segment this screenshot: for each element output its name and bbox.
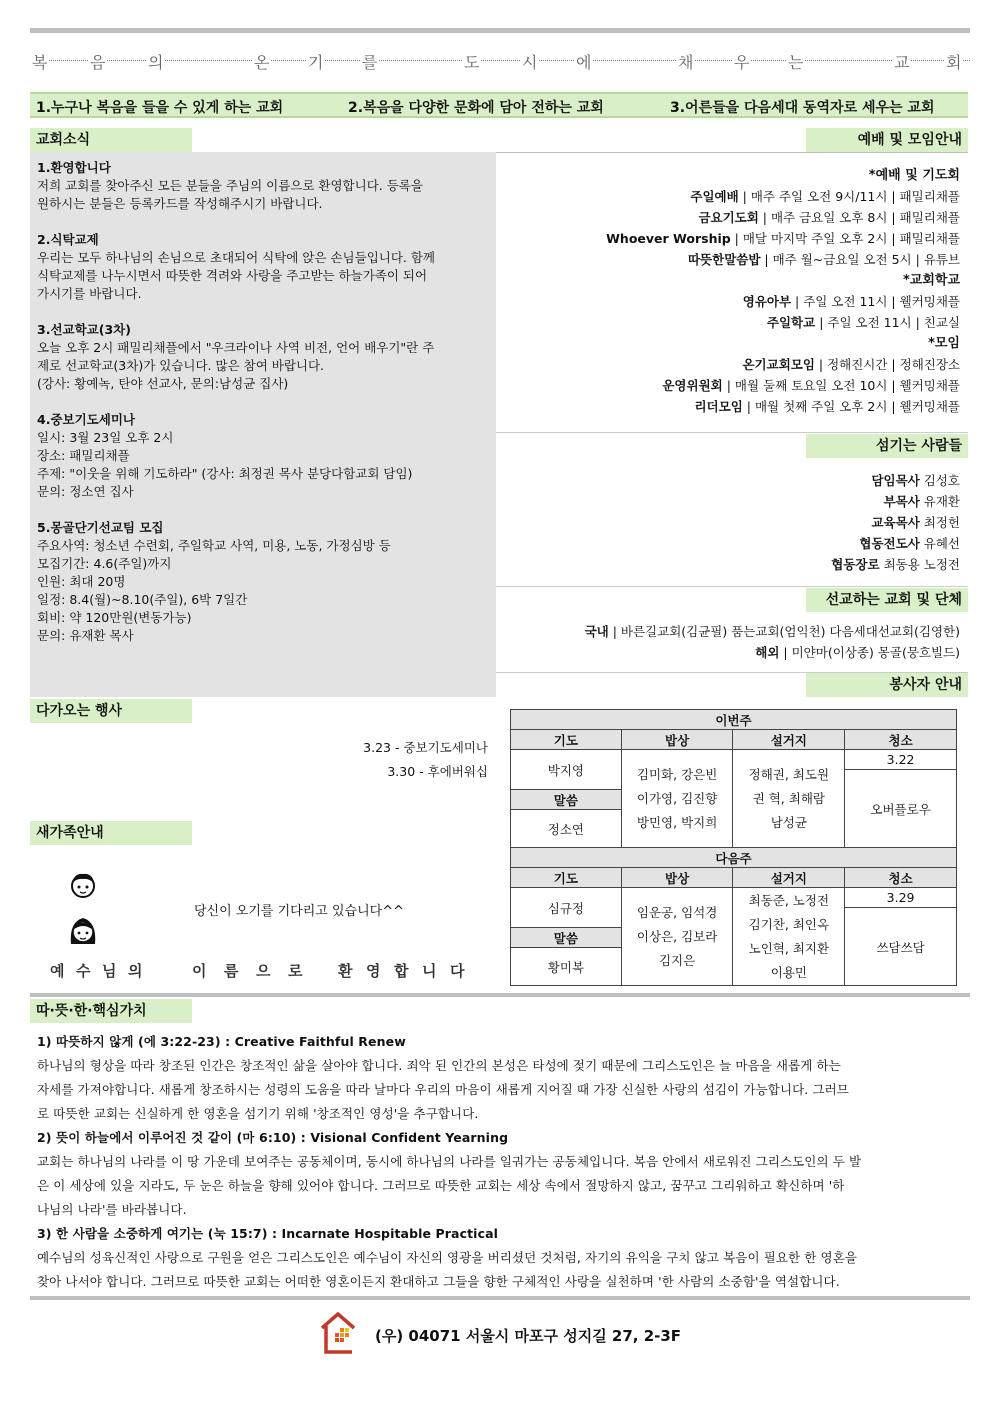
news-line: 주요사역: 청소년 수련회, 주일학교 사역, 미용, 노동, 가정심방 등	[37, 538, 391, 553]
prayer-cell: 심규정	[511, 888, 622, 928]
worship-row: Whoever Worship | 매달 마지막 주일 오후 2시 | 패밀리채플	[606, 231, 960, 246]
news-title: 5.몽골단기선교팀 모집	[37, 520, 164, 535]
news-line: 주제: "이웃을 위해 기도하라" (강사: 최정권 목사 분당다함교회 담임)	[37, 466, 413, 481]
core-title: 1) 따뜻하지 않게 (에 3:22-23) : Creative Faithful Renew	[37, 1034, 406, 1049]
bottom-rule	[30, 1296, 970, 1300]
meal-cell: 임운공, 임석경 이상은, 김보라 김지은	[621, 888, 733, 986]
top-rule	[30, 28, 970, 33]
staff-list	[831, 470, 960, 575]
news-line: 일시: 3월 23일 오후 2시	[37, 430, 174, 445]
girl-icon	[66, 914, 100, 950]
worship-row: 온기교회모임 | 정해진시간 | 정해진장소	[742, 357, 960, 372]
col-prayer: 기도	[511, 868, 622, 888]
vision-bar	[30, 92, 968, 118]
worship-section-head: *모임	[928, 336, 960, 351]
col-dishes: 설거지	[733, 868, 845, 888]
motto-char: 시	[520, 50, 539, 73]
motto-char: 복	[30, 50, 49, 73]
church-motto	[30, 46, 970, 76]
vision-item: 1.누구나 복음을 들을 수 있게 하는 교회	[36, 100, 284, 116]
cleaning-cell: 오버플로우	[845, 770, 957, 848]
motto-char: 우	[732, 50, 751, 73]
cleaning-cell: 쓰담쓰담	[845, 908, 957, 986]
worship-row: 운영위원회 | 매월 둘째 토요일 오전 10시 | 웰커밍채플	[662, 378, 960, 393]
col-meal: 밥상	[621, 868, 733, 888]
news-tag: 교회소식	[30, 128, 192, 152]
news-item	[37, 231, 489, 303]
event-item: 3.23 - 중보기도세미나	[363, 740, 488, 755]
worship-row: 리더모임 | 매월 첫째 주일 오후 2시 | 웰커밍채플	[694, 399, 960, 414]
events-tag: 다가오는 행사	[30, 699, 192, 723]
newcomer-message: 당신이 오기를 기다리고 있습니다^^	[194, 904, 404, 919]
worship-row: 영유아부 | 주일 오전 11시 | 웰커밍채플	[742, 294, 960, 309]
motto-char: 도	[462, 50, 481, 73]
core-line: 찾아 나서야 합니다. 그러므로 따뜻한 교회는 어떠한 영혼이든지 환대하고 그들을 향한 구체적인 사랑을 실천하며 '한 사람의 소중함'을 역설합니다.	[37, 1274, 840, 1289]
church-logo-icon	[318, 1310, 358, 1356]
col-word: 말씀	[511, 790, 622, 810]
motto-char: 회	[944, 50, 963, 73]
motto-char: 의	[146, 50, 165, 73]
motto-char: 음	[88, 50, 107, 73]
staff-row: 교육목사 최정헌	[871, 515, 960, 530]
col-prayer: 기도	[511, 730, 622, 750]
divider	[30, 993, 970, 997]
news-line: 제로 선교학교(3차)가 있습니다. 많은 참여 바랍니다.	[37, 358, 325, 373]
news-line: 가시기를 바랍니다.	[37, 286, 142, 301]
news-line: 문의: 정소연 집사	[37, 484, 134, 499]
core-line: 예수님의 성육신적인 사랑으로 구원을 얻은 그리스도인은 예수님이 자신의 영광을 버리셨던 것처럼, 자기의 유익을 구치 않고 복음이 필요한 한 영혼을	[37, 1250, 858, 1265]
event-item: 3.30 - 후에버워십	[387, 764, 488, 779]
news-line: 장소: 패밀리채플	[37, 448, 130, 463]
vision-item: 3.어른들을 다음세대 동역자로 세우는 교회	[670, 100, 935, 116]
motto-char: 를	[360, 50, 379, 73]
motto-char: 기	[306, 50, 325, 73]
newcomers-tag: 새가족안내	[30, 821, 192, 845]
dishes-cell: 정해권, 최도원 권 혁, 최해람 남성균	[733, 750, 845, 848]
dishes-cell: 최동준, 노정전 김기찬, 최인옥 노인혁, 최지환 이용민	[733, 888, 845, 986]
worship-row: 금요기도회 | 매주 금요일 오후 8시 | 패밀리채플	[698, 210, 960, 225]
prayer-cell: 박지영	[511, 750, 622, 790]
word-cell: 황미복	[511, 948, 622, 986]
mission-row: 해외 | 미얀마(이상종) 몽골(뭉흐빌드)	[755, 645, 960, 660]
news-line: 저희 교회를 찾아주신 모든 분들을 주님의 이름으로 환영합니다. 등록을	[37, 178, 423, 193]
core-line: 은 이 세상에 있을 지라도, 두 눈은 하늘을 향해 있어야 합니다. 그러므로 따뜻한 교회는 세상 속에서 절망하지 않고, 꿈꾸고 그리워하고 확신하며 '하	[37, 1178, 845, 1193]
volunteer-table	[510, 709, 957, 986]
staff-row: 부목사 유재환	[883, 494, 960, 509]
col-dishes: 설거지	[733, 730, 845, 750]
motto-char: 교	[892, 50, 911, 73]
core-values	[37, 1030, 963, 1294]
news-line: 회비: 약 120만원(변동가능)	[37, 610, 192, 625]
staff-row: 협동장로 최동용 노정전	[831, 557, 960, 572]
next-week-label: 다음주	[511, 848, 957, 868]
this-week-label: 이번주	[511, 710, 957, 730]
worship-section-head: *예배 및 기도회	[868, 168, 960, 183]
staff-tag: 섬기는 사람들	[806, 434, 968, 458]
news-item	[37, 519, 489, 645]
core-line: 자세를 가져야합니다. 새롭게 창조하시는 성령의 도움을 따라 날마다 우리의 마음이 새롭게 지어질 때 가장 신실한 사랑의 섬김이 가능합니다. 그러므	[37, 1082, 849, 1097]
news-title: 2.식탁교제	[37, 232, 99, 247]
core-title: 2) 뜻이 하늘에서 이루어진 것 같이 (마 6:10) : Visional Confident Yearning	[37, 1130, 509, 1145]
boy-icon	[68, 870, 98, 900]
worship-row: 주일학교 | 주일 오전 11시 | 친교실	[766, 315, 960, 330]
mission-row: 국내 | 바른길교회(김균필) 품는교회(엄익천) 다음세대선교회(김영한)	[584, 624, 960, 639]
worship-section-head: *교회학교	[902, 273, 960, 288]
word-cell: 정소연	[511, 810, 622, 848]
clean-date: 3.29	[845, 888, 957, 908]
core-line: 나님의 나라'를 바라봅니다.	[37, 1202, 187, 1217]
clean-date: 3.22	[845, 750, 957, 770]
news-item	[37, 321, 489, 393]
news-list	[37, 159, 489, 645]
news-line: 일정: 8.4(월)~8.10(주일), 6박 7일간	[37, 592, 248, 607]
motto-char: 는	[786, 50, 805, 73]
news-title: 3.선교학교(3차)	[37, 322, 131, 337]
news-line: 모집기간: 4.6(주일)까지	[37, 556, 172, 571]
core-title: 3) 한 사람을 소중하게 여기는 (눅 15:7) : Incarnate Hospitable Practical	[37, 1226, 498, 1241]
core-line: 교회는 하나님의 나라를 이 땅 가운데 보여주는 공동체이며, 동시에 하나님의 나라를 일궈가는 공동체입니다. 복음 안에서 새로워진 그리스도인의 두 발	[37, 1154, 862, 1169]
news-title: 1.환영합니다	[37, 160, 111, 175]
news-line: 원하시는 분들은 등록카드를 작성해주시기 바랍니다.	[37, 196, 323, 211]
col-word: 말씀	[511, 928, 622, 948]
col-cleaning: 청소	[845, 868, 957, 888]
mission-list	[585, 621, 960, 663]
worship-row: 주일예배 | 매주 주일 오전 9시/11시 | 패밀리채플	[690, 189, 960, 204]
col-meal: 밥상	[621, 730, 733, 750]
motto-char: 온	[252, 50, 271, 73]
col-cleaning: 청소	[845, 730, 957, 750]
worship-info	[606, 165, 960, 417]
mission-tag: 선교하는 교회 및 단체	[806, 588, 968, 612]
core-values-tag: 따·뜻·한·핵심가치	[30, 999, 192, 1023]
core-line: 로 따뜻한 교회는 신실하게 한 영혼을 섬기기 위해 '창조적인 영성'을 추구합니다.	[37, 1106, 479, 1121]
news-item	[37, 159, 489, 213]
staff-row: 협동전도사 유혜선	[859, 536, 960, 551]
news-line: (강사: 황예녹, 탄야 선교사, 문의:남성균 집사)	[37, 376, 289, 391]
news-line: 우리는 모두 하나님의 손님으로 초대되어 식탁에 앉은 손님들입니다. 함께	[37, 250, 436, 265]
welcome-line: 예 수 님 의 이 름 으 로 환 영 합 니 다	[50, 962, 465, 980]
vision-item: 2.복음을 다양한 문화에 담아 전하는 교회	[348, 100, 604, 116]
motto-char: 에	[574, 50, 593, 73]
address: (우) 04071 서울시 마포구 성지길 27, 2-3F	[375, 1327, 682, 1345]
news-line: 문의: 유재환 목사	[37, 628, 134, 643]
worship-tag: 예배 및 모임안내	[806, 128, 968, 152]
news-title: 4.중보기도세미나	[37, 412, 135, 427]
worship-row: 따뜻한말씀밥 | 매주 월~금요일 오전 5시 | 유튜브	[687, 252, 960, 267]
staff-row: 담임목사 김성호	[871, 473, 960, 488]
news-item	[37, 411, 489, 501]
news-line: 식탁교제를 나누시면서 따뜻한 격려와 사랑을 주고받는 하늘가족이 되어	[37, 268, 428, 283]
news-line: 오늘 오후 2시 패밀리채플에서 "우크라이나 사역 비전, 언어 배우기"란 주	[37, 340, 435, 355]
meal-cell: 김미화, 강은빈 이가영, 김진향 방민영, 박지희	[621, 750, 733, 848]
motto-char: 채	[676, 50, 695, 73]
news-line: 인원: 최대 20명	[37, 574, 126, 589]
core-line: 하나님의 형상을 따라 창조된 인간은 창조적인 삶을 살아야 합니다. 죄악 된 인간의 본성은 타성에 젖기 때문에 그리스도인은 늘 마음을 새롭게 하는	[37, 1058, 841, 1073]
volunteers-tag: 봉사자 안내	[806, 673, 968, 697]
